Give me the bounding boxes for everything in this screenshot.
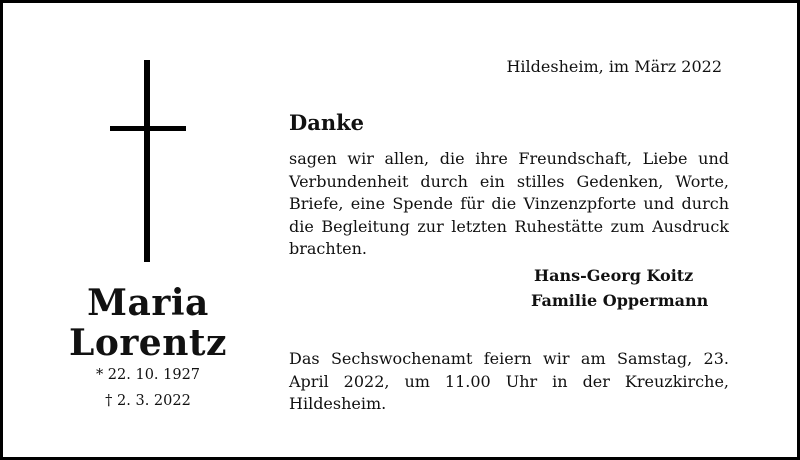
deceased-first-name: Maria [87, 282, 209, 324]
deceased-last-name: Lorentz [69, 322, 227, 364]
place-date: Hildesheim, im März 2022 [506, 57, 722, 76]
cross-horizontal-bar [110, 126, 186, 131]
cross-vertical-bar [144, 60, 150, 262]
signatures [531, 263, 708, 313]
signature-name: Hans-Georg Koitz [534, 266, 694, 285]
memorial-service-text: Das Sechswochenamt feiern wir am Samstag, 23. April 2022, um 11.00 Uhr in der Kreuzkirche, Hildesheim. [289, 349, 729, 413]
cross-icon [110, 60, 186, 262]
thanks-heading: Danke [289, 110, 364, 135]
death-date: † 2. 3. 2022 [105, 393, 191, 409]
signature-family: Familie Oppermann [531, 291, 709, 310]
thanks-body: sagen wir allen, die ihre Freundschaft, Liebe und Verbundenheit durch ein stilles Gedenken, Worte, Briefe, eine Spende für die Vinzenzpforte und durch die Begleitung zur letzten Ruhestätte zum Ausdruck brachten. [289, 149, 729, 258]
deceased-name [43, 283, 253, 363]
birth-date: * 22. 10. 1927 [95, 367, 201, 383]
